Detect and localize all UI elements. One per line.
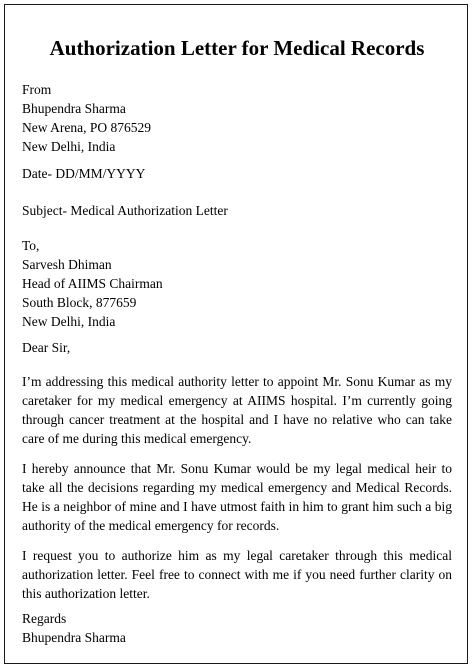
- sender-label: From: [22, 82, 52, 97]
- recipient-label: To,: [22, 238, 40, 253]
- closing-text: Regards: [22, 611, 67, 626]
- sender-address-line-1: New Arena, PO 876529: [22, 120, 151, 135]
- salutation-line: [22, 338, 452, 357]
- subject-line: [22, 201, 452, 220]
- signature-name: Bhupendra Sharma: [22, 630, 126, 645]
- sender-address-line-2: New Delhi, India: [22, 139, 116, 154]
- recipient-name: Sarvesh Dhiman: [22, 257, 112, 272]
- recipient-address-line-2: New Delhi, India: [22, 314, 116, 329]
- recipient-title: Head of AIIMS Chairman: [22, 276, 163, 291]
- date-text: Date- DD/MM/YYYY: [22, 166, 146, 181]
- date-line: [22, 164, 452, 183]
- closing-block: [22, 609, 452, 647]
- paragraph-1: I’m addressing this medical authority letter to appoint Mr. Sonu Kumar as my caretaker for my medical emergency at AIIMS hospital. I’m currently going through cancer treatment at the hospital and I have no relative who can take care of me during this medical emergency.: [22, 374, 452, 446]
- subject-text: Subject- Medical Authorization Letter: [22, 203, 228, 218]
- paragraph-3: I request you to authorize him as my legal caretaker through this medical authorization letter. Feel free to connect with me if you need further clarity on this authorization letter.: [22, 548, 452, 601]
- recipient-block: [22, 236, 452, 331]
- recipient-address-line-1: South Block, 877659: [22, 295, 137, 310]
- letter-title: Authorization Letter for Medical Records: [49, 36, 425, 60]
- salutation-text: Dear Sir,: [22, 340, 71, 355]
- sender-block: [22, 80, 452, 156]
- sender-name: Bhupendra Sharma: [22, 101, 126, 116]
- paragraph-2: I hereby announce that Mr. Sonu Kumar would be my legal medical heir to take all the decisions regarding my medical emergency and Medical Records. He is a neighbor of mine and I have utmost faith in him to grant him such a big authority of the medical emergency for records.: [22, 461, 452, 533]
